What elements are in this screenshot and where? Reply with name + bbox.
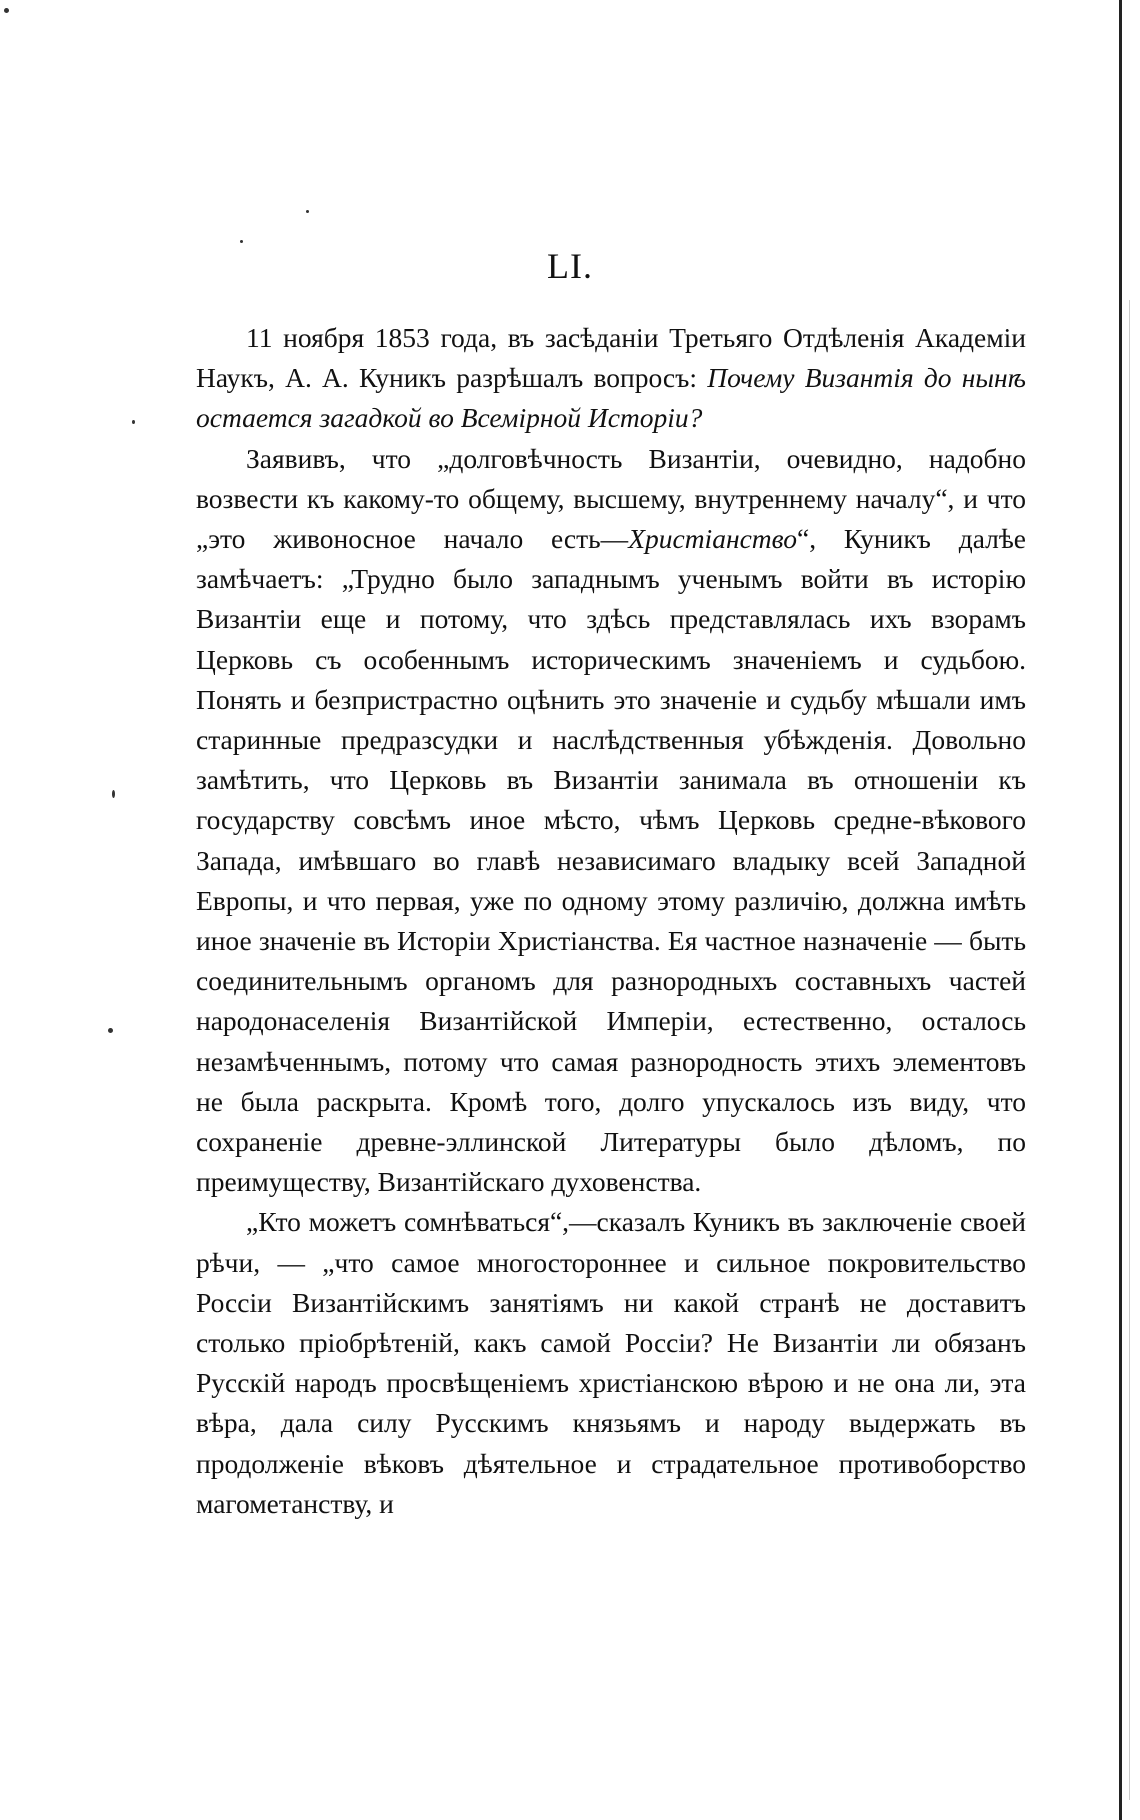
paragraph-2 [196,439,1026,1203]
paragraph-1 [196,318,1026,439]
paragraph-1-question: Почему Византія до нынѣ остается загадкой во Всемірной Исторіи? [196,362,1026,434]
scan-speck [108,1028,113,1033]
page-edge-shadow [1129,300,1130,1800]
scan-speck [112,790,115,798]
body-text [196,318,1026,1524]
paragraph-2-text-start: Заявивъ, что „долговѣчность Византіи, очевидно, надобно возвести къ какому-то общему, высшему, внутреннему началу“, и что „это живоносное начало есть— [196,442,1026,555]
scan-speck [132,420,135,424]
paragraph-2-emphasis: Христіанство [628,523,797,555]
scan-speck [240,240,243,243]
scan-speck [306,210,309,213]
scan-speck [4,8,9,13]
chapter-number: LI. [547,246,593,286]
paragraph-1-text: 11 ноября 1853 года, въ засѣданіи Третьяго Отдѣленія Академіи Наукъ, А. А. Куникъ разрѣшалъ вопросъ: [196,322,1026,394]
paragraph-2-text-rest: “, Куникъ далѣе замѣчаетъ: „Трудно было западнымъ ученымъ войти въ исторію Византіи еще и потому, что здѣсь представлялась ихъ взорамъ Церковь съ особеннымъ историческимъ значеніемъ и судьбою. Понять и безпристрастно оцѣнить это значеніе и судьбу мѣшали имъ старинные предразсудки и наслѣдственныя убѣжденія. Довольно замѣтить, что Церковь въ Византіи занимала въ отношеніи къ государству совсѣмъ иное мѣсто, чѣмъ Церковь средне-вѣкового Запада, имѣвшаго во главѣ независимаго владыку всей Западной Европы, и что первая, уже по одному этому различію, должна имѣть иное значеніе въ Исторіи Христіанства. Ея частное назначеніе — быть соединительнымъ органомъ для разнородныхъ составныхъ частей народонаселенія Византійской Имперіи, естественно, осталось незамѣченнымъ, потому что самая разнородность этихъ элементовъ не была раскрыта. Кромѣ того, долго упускалось изъ виду, что сохраненіе древне-эллинской Литературы было дѣломъ, по преимуществу, Византійскаго духовенства. [196,523,1027,1198]
paragraph-3: „Кто можетъ сомнѣваться“,—сказалъ Куникъ въ заключеніе своей рѣчи, — „что самое многостороннее и сильное покровительство Россіи Византійскимъ занятіямъ ни какой странѣ не доставитъ столько пріобрѣтеній, какъ самой Россіи? Не Византіи ли обязанъ Русскій народъ просвѣщеніемъ христіанскою вѣрою и не она ли, эта вѣра, дала силу Русскимъ князьямъ и народу выдержать въ продолженіе вѣковъ дѣятельное и страдательное противоборство магометанству, и [196,1206,1026,1519]
